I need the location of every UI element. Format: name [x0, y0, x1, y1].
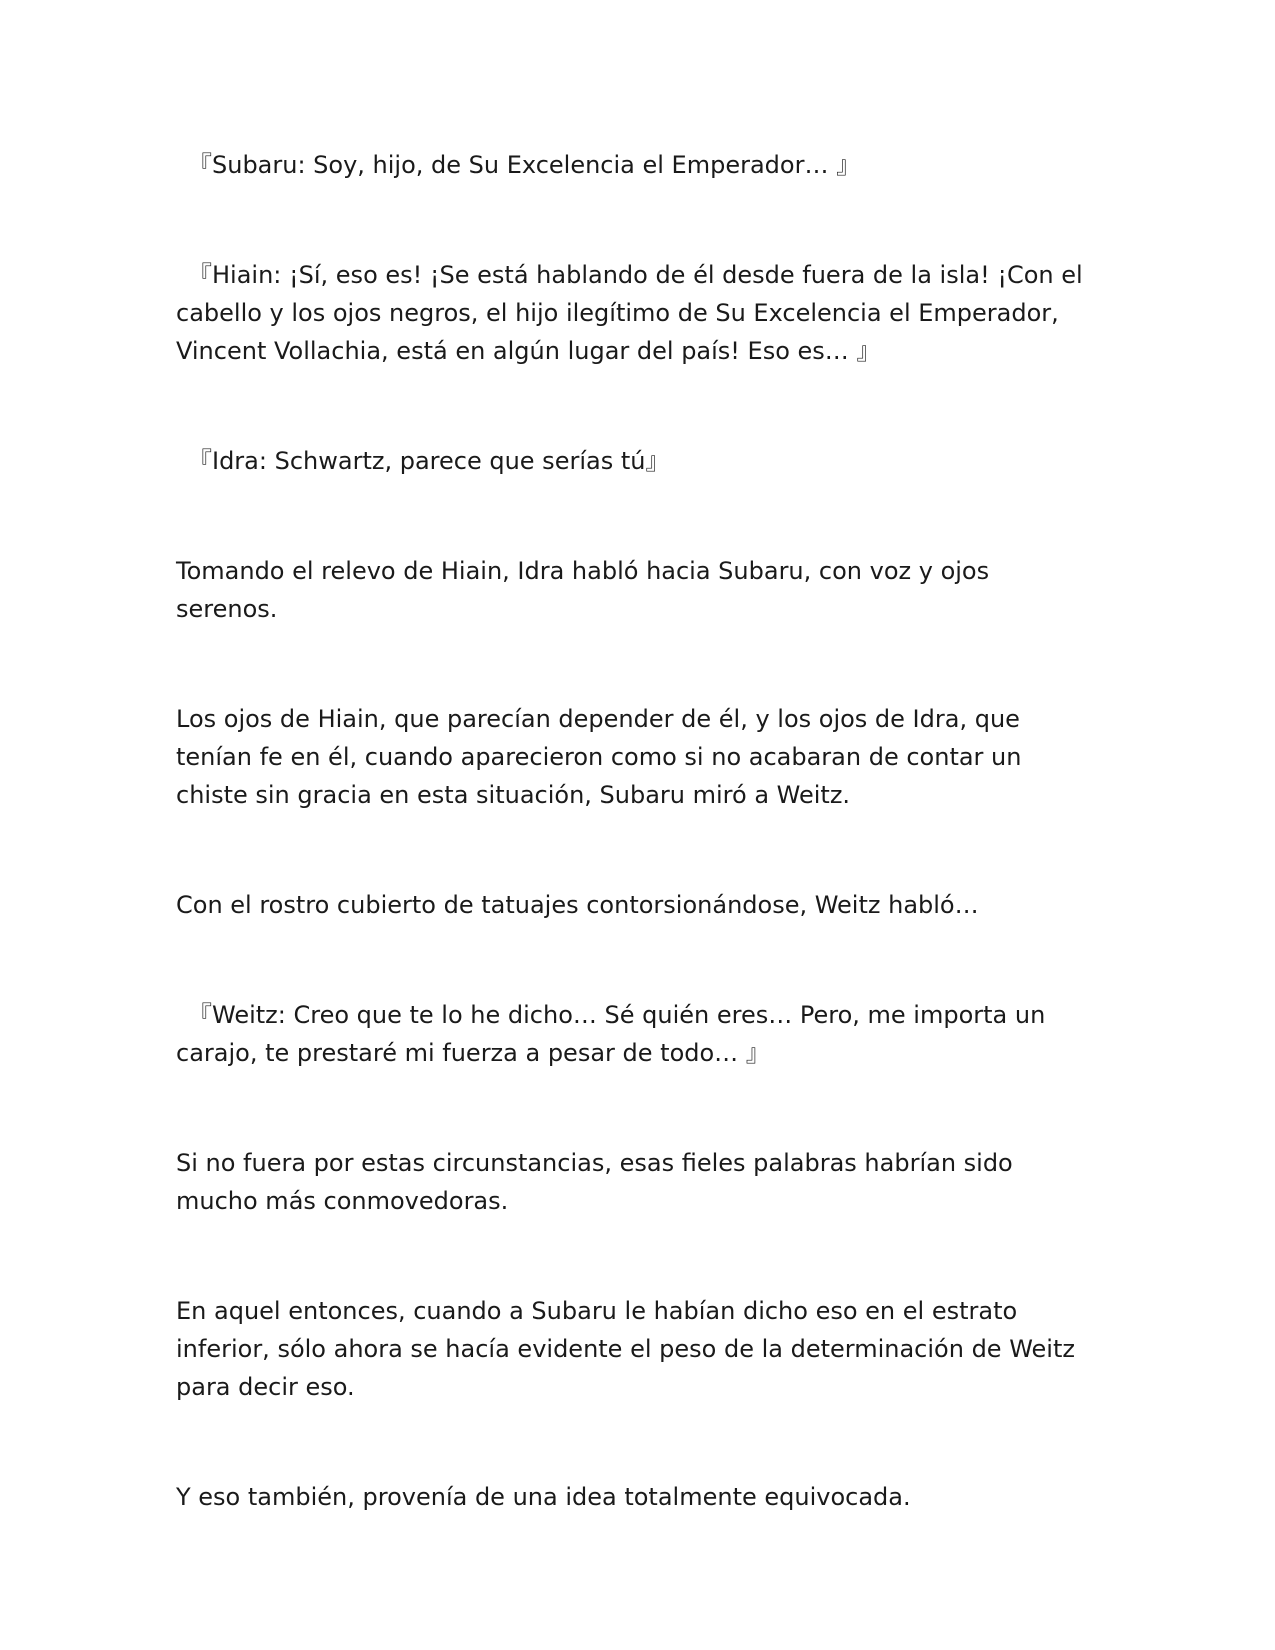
narration-paragraph: Con el rostro cubierto de tatuajes contorsionándose, Weitz habló…: [176, 891, 979, 919]
narration-paragraph: Tomando el relevo de Hiain, Idra habló hacia Subaru, con voz y ojos serenos.: [176, 557, 990, 623]
narration-paragraph: Los ojos de Hiain, que parecían depender de él, y los ojos de Idra, que tenían fe en él, cuando aparecieron como si no acabaran de contar un chiste sin gracia en esta situación, Subaru miró a Weitz.: [176, 705, 1022, 809]
dialogue-weitz: 『Weitz: Creo que te lo he dicho… Sé quién eres… Pero, me importa un carajo, te prestaré mi fuerza a pesar de todo… 』: [176, 1001, 1046, 1067]
dialogue-hiain: 『Hiain: ¡Sí, eso es! ¡Se está hablando de él desde fuera de la isla! ¡Con el cabello y los ojos negros, el hijo ilegítimo de Su Excelencia el Emperador, Vincent Vollachia, está en algún lugar del país! Eso es… 』: [176, 261, 1083, 365]
dialogue-subaru: 『Subaru: Soy, hijo, de Su Excelencia el Emperador… 』: [188, 151, 861, 179]
narration-paragraph: Si no fuera por estas circunstancias, esas fieles palabras habrían sido mucho más conmovedoras.: [176, 1149, 1013, 1215]
document-body: [176, 146, 1096, 1516]
narration-paragraph: En aquel entonces, cuando a Subaru le habían dicho eso en el estrato inferior, sólo ahora se hacía evidente el peso de la determinación de Weitz para decir eso.: [176, 1297, 1075, 1401]
narration-paragraph: Y eso también, provenía de una idea totalmente equivocada.: [176, 1483, 911, 1511]
dialogue-idra: 『Idra: Schwartz, parece que serías tú』: [188, 447, 670, 475]
